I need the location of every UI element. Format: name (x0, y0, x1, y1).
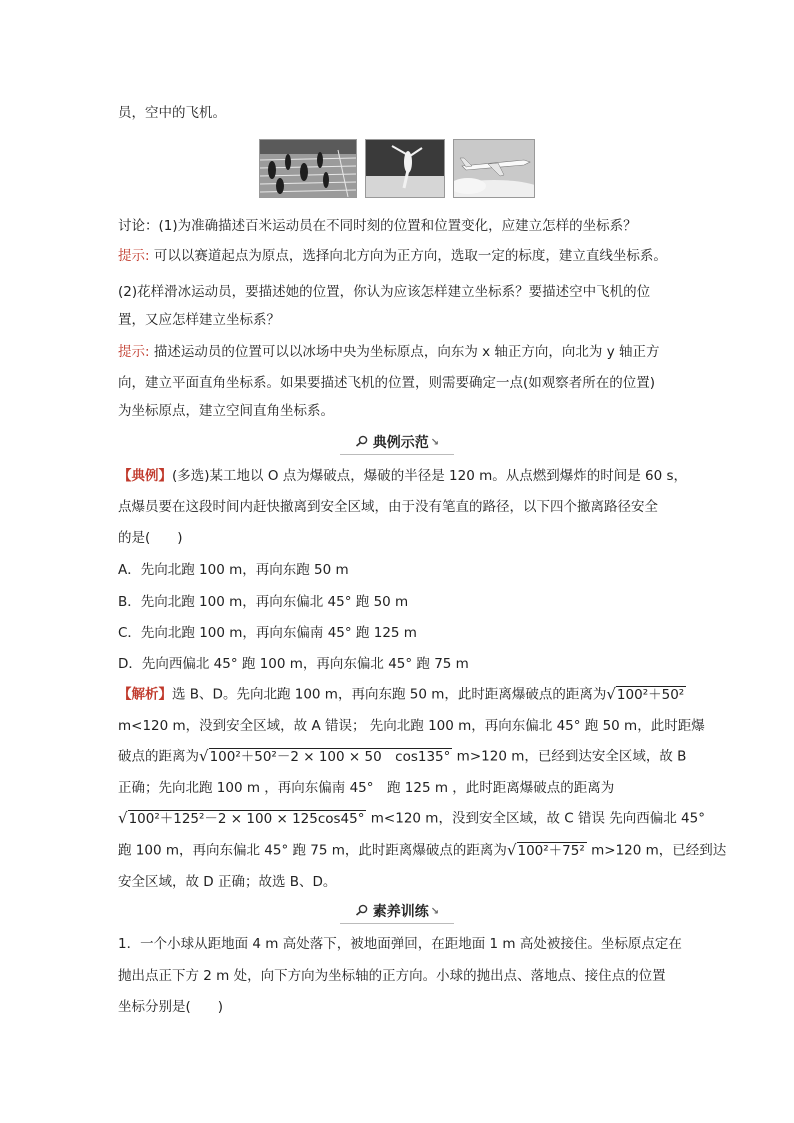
analysis-line-5 (118, 808, 705, 829)
magnifier-icon (355, 432, 369, 454)
discussion-question-2-line-2: 置，又应怎样建立坐标系？ (118, 312, 280, 328)
analysis-line-7: 安全区域，故 D 正确；故选 B、D。 (118, 874, 337, 890)
discussion-question-2-line-1: (2)花样滑冰运动员，要描述她的位置，你认为应该怎样建立坐标系？要描述空中飞机的位 (118, 284, 651, 300)
pen-flourish-icon: ↘ (430, 906, 440, 917)
analysis-line-1 (118, 684, 686, 705)
option-c: C．先向北跑 100 m，再向东偏南 45° 跑 125 m (118, 625, 417, 641)
sqrt-expression-2: √100²＋50²－2 × 100 × 50 cos135° (199, 747, 451, 765)
intro-tail-text: 员，空中的飞机。 (118, 105, 226, 121)
section-title-training: 素养训练 (372, 904, 429, 920)
hint-2-label: 提示: (118, 344, 150, 360)
section-heading-example (300, 432, 494, 454)
hint-2-line-3: 为坐标原点，建立空间直角坐标系。 (118, 403, 334, 419)
hint-2-line-1 (118, 342, 660, 362)
analysis-label: 【解析】 (118, 686, 172, 703)
hint-1-text: 可以以赛道起点为原点，选择向北方向为正方向，选取一定的标度，建立直线坐标系。 (149, 248, 667, 264)
discussion-question-1: 讨论：(1)为准确描述百米运动员在不同时刻的位置和位置变化，应建立怎样的坐标系？ (118, 218, 637, 234)
airplane-in-sky-photo (453, 139, 535, 198)
exercise-line-2: 抛出点正下方 2 m 处，向下方向为坐标轴的正方向。小球的抛出点、落地点、接住点的位置 (118, 968, 666, 984)
hint-1-label: 提示: (118, 248, 150, 264)
example-label: 【典例】 (118, 468, 172, 484)
option-d: D．先向西偏北 45° 跑 100 m，再向东偏北 45° 跑 75 m (118, 656, 469, 672)
analysis-text-6b: m>120 m，已经到达 (586, 842, 727, 859)
magnifier-icon (355, 901, 369, 923)
photo-strip (259, 139, 535, 197)
analysis-text-3a: 破点的距离为 (118, 748, 199, 765)
analysis-text-5b: m<120 m，没到安全区域，故 C 错误 先向西偏北 45° (366, 810, 705, 827)
hint-1 (118, 246, 667, 266)
example-text-1: (多选)某工地以 O 点为爆破点，爆破的半径是 120 m。从点燃到爆炸的时间是 60 s， (172, 468, 688, 484)
analysis-line-3 (118, 746, 686, 767)
analysis-line-6 (118, 840, 726, 861)
analysis-line-4: 正确；先向北跑 100 m ，再向东偏南 45° 跑 125 m ，此时距离爆破点的距离为 (118, 780, 615, 796)
sqrt-expression-1: √100²＋50² (606, 685, 685, 703)
section-underline (340, 454, 454, 455)
analysis-text-3b: m>120 m，已经到达安全区域，故 B (452, 748, 687, 765)
analysis-text-1: 选 B、D。先向北跑 100 m，再向东跑 50 m，此时距离爆破点的距离为 (172, 686, 607, 703)
section-underline (340, 923, 454, 924)
section-title-example: 典例示范 (372, 435, 429, 451)
analysis-text-6a: 跑 100 m，再向东偏北 45° 跑 75 m，此时距离爆破点的距离为 (118, 842, 507, 859)
pen-flourish-icon: ↘ (430, 437, 440, 448)
section-heading-training (300, 901, 494, 923)
analysis-line-2: m<120 m，没到安全区域，故 A 错误； 先向北跑 100 m，再向东偏北 45° 跑 50 m，此时距爆 (118, 718, 705, 734)
option-b: B．先向北跑 100 m，再向东偏北 45° 跑 50 m (118, 594, 409, 610)
hint-2-line-2: 向，建立平面直角坐标系。如果要描述飞机的位置，则需要确定一点(如观察者所在的位置) (118, 375, 656, 391)
example-line-1 (118, 466, 687, 486)
sqrt-expression-3: √100²＋125²－2 × 100 × 125cos45° (118, 809, 365, 827)
sprint-race-photo (259, 139, 357, 198)
option-a: A．先向北跑 100 m，再向东跑 50 m (118, 562, 349, 578)
hint-2-text-1: 描述运动员的位置可以以冰场中央为坐标原点，向东为 x 轴正方向，向北为 y 轴正方 (149, 344, 660, 360)
sqrt-expression-4: √100²＋75² (506, 841, 585, 859)
example-line-2: 点爆员要在这段时间内赶快撤离到安全区域，由于没有笔直的路径，以下四个撤离路径安全 (118, 499, 658, 515)
exercise-line-1: 1．一个小球从距地面 4 m 高处落下，被地面弹回，在距地面 1 m 高处被接住。坐标原点定在 (118, 936, 682, 952)
exercise-line-3: 坐标分别是( ) (118, 999, 224, 1015)
example-line-3: 的是( ) (118, 530, 183, 546)
figure-skater-photo (365, 139, 445, 198)
